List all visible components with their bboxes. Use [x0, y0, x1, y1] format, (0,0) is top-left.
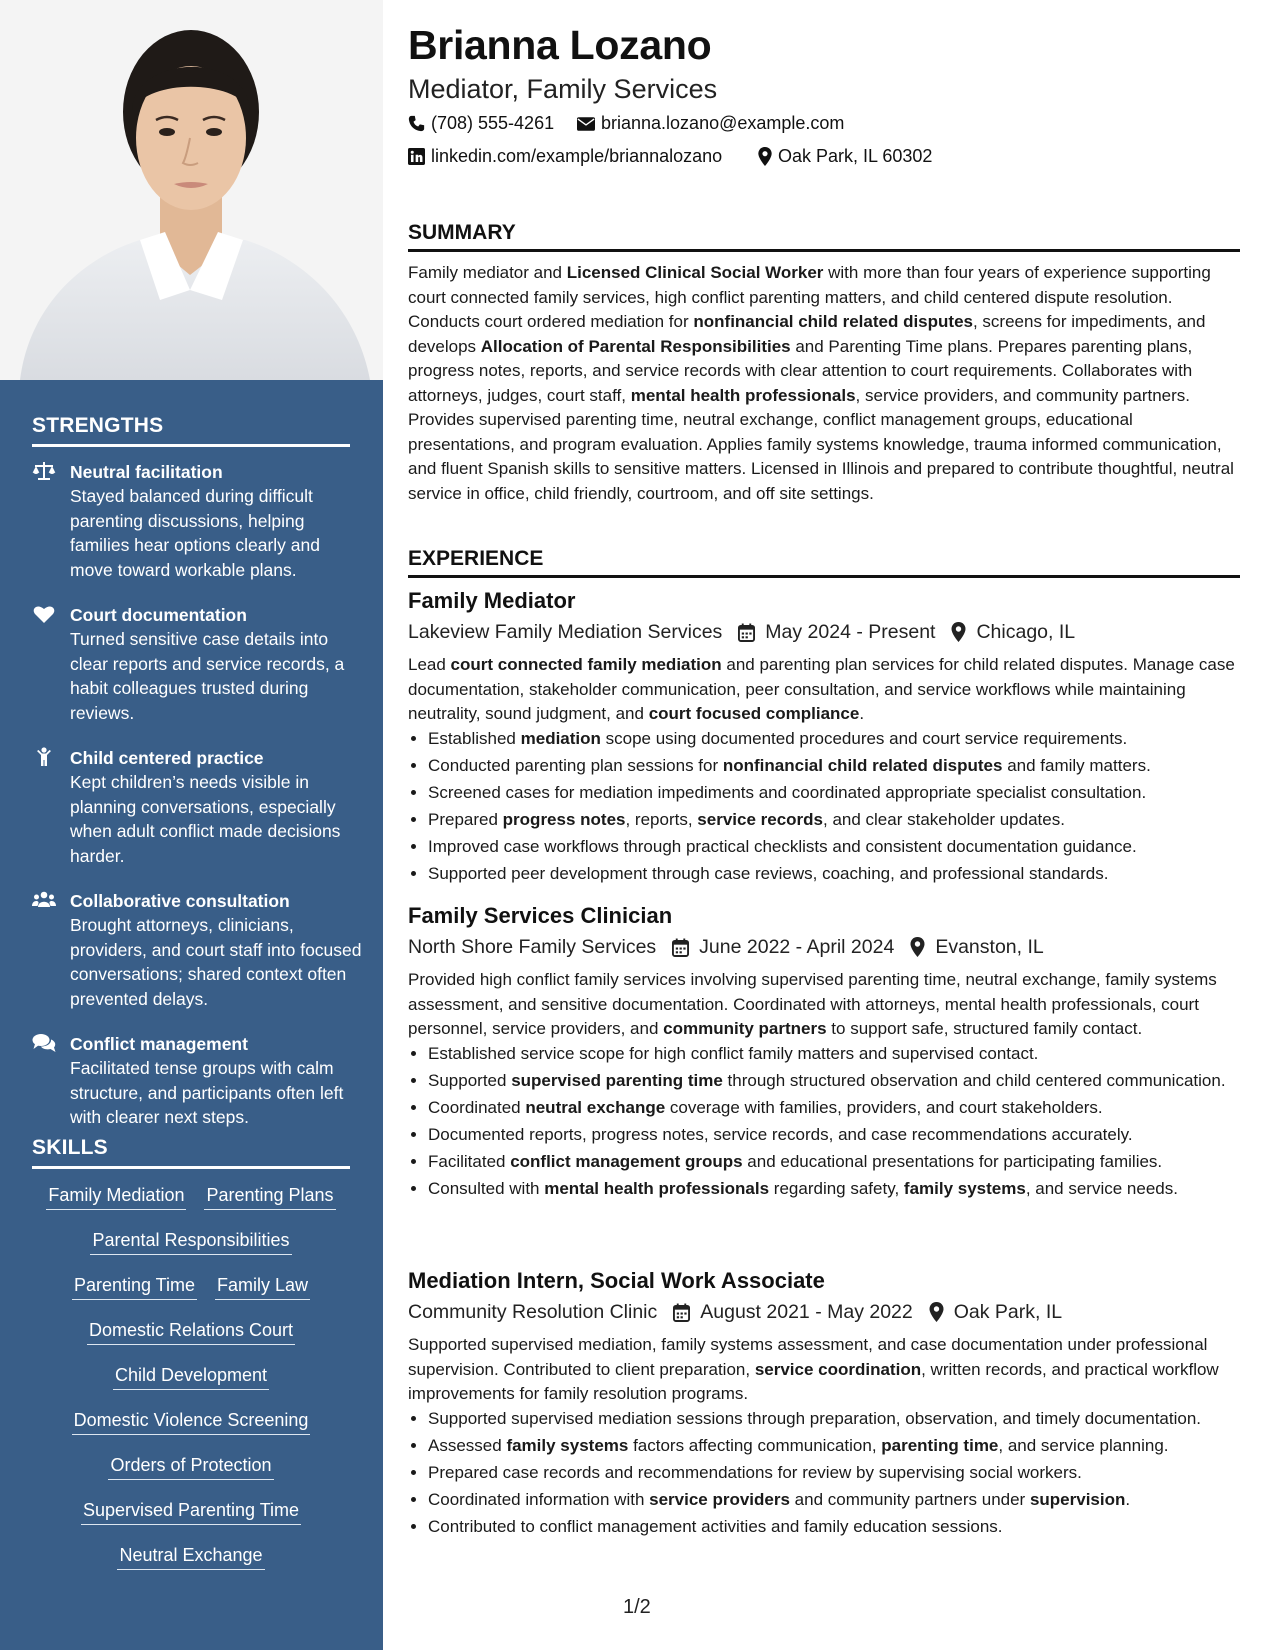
bullet-item: • Assessed family systems factors affecting communication, parenting time, and service planning. [428, 1434, 1244, 1459]
skill-row [32, 1543, 350, 1588]
strength-desc: Stayed balanced during difficult parenting discussions, helping families hear options clearly and move toward workable plans. [70, 486, 320, 580]
bullet-item: • Established mediation scope using documented procedures and court service requirements. [428, 727, 1244, 752]
job-company: Lakeview Family Mediation Services [408, 621, 723, 643]
strength-item [32, 746, 362, 868]
strength-title: Collaborative consultation [70, 891, 290, 911]
job-meta [408, 618, 1244, 646]
skills-heading: SKILLS [32, 1136, 350, 1169]
strength-desc: Kept children’s needs visible in planning conversations, especially when adult conflict made decisions harder. [70, 772, 341, 866]
job-dates: August 2021 - May 2022 [700, 1301, 913, 1323]
job-dates: June 2022 - April 2024 [699, 936, 895, 958]
job-description: Supported supervised mediation, family systems assessment, and case documentation under professional supervision. Contributed to client preparation, service coordination, written records, and practical workflow improvements for family resolution programs. [408, 1335, 1219, 1403]
job-dates: May 2024 - Present [765, 621, 936, 643]
skill-row [32, 1273, 350, 1318]
job-entry [408, 587, 1244, 889]
skill-tag: Orders of Protection [108, 1453, 273, 1480]
job-location: Evanston, IL [935, 936, 1044, 958]
location-pin-icon [929, 1302, 944, 1322]
profile-photo [0, 0, 383, 380]
strengths-list [32, 460, 362, 1151]
emphasis-text: parenting time [881, 1435, 999, 1455]
strength-title: Neutral facilitation [70, 462, 223, 482]
emphasis-text: supervision [1029, 1489, 1126, 1509]
strength-title: Child centered practice [70, 748, 264, 768]
job-location: Chicago, IL [976, 621, 1076, 643]
skill-row [32, 1318, 350, 1363]
emphasis-text: mediation [520, 728, 601, 748]
bullet-item: • Coordinated neutral exchange coverage with families, providers, and court stakeholders. [428, 1096, 1244, 1121]
job-bullets [408, 1042, 1244, 1202]
skill-row [32, 1408, 350, 1453]
emphasis-text: neutral exchange [525, 1097, 666, 1117]
skill-tag: Domestic Violence Screening [72, 1408, 311, 1435]
skill-row [32, 1498, 350, 1543]
job-location: Oak Park, IL [953, 1301, 1063, 1323]
calendar-icon [673, 1303, 690, 1322]
bullet-item: • Facilitated conflict management groups and educational presentations for participating families. [428, 1150, 1244, 1175]
skill-tag: Domestic Relations Court [87, 1318, 295, 1345]
skill-row [32, 1228, 350, 1273]
job-bullets [408, 727, 1244, 887]
phone-text: (708) 555-4261 [431, 113, 555, 133]
skill-tag: Neutral Exchange [117, 1543, 264, 1570]
calendar-icon [672, 938, 689, 957]
linkedin-icon [408, 148, 425, 165]
emphasis-text: court focused compliance [648, 704, 860, 723]
skill-tag: Supervised Parenting Time [81, 1498, 301, 1525]
contact-phone[interactable] [408, 113, 554, 134]
scale-icon [32, 461, 56, 481]
skill-row [32, 1363, 350, 1408]
strength-item [32, 1032, 362, 1130]
emphasis-text: nonfinancial child related disputes [722, 755, 1003, 775]
strength-title: Conflict management [70, 1034, 248, 1054]
linkedin-text: linkedin.com/example/briannalozano [431, 146, 723, 166]
job-company: North Shore Family Services [408, 936, 657, 958]
job-entry [408, 902, 1244, 1204]
skill-tag: Parenting Plans [204, 1183, 335, 1210]
skill-tag: Parenting Time [72, 1273, 197, 1300]
emphasis-text: community partners [663, 1019, 827, 1038]
phone-icon [408, 115, 425, 132]
heart-icon [32, 604, 56, 624]
emphasis-text: service coordination [754, 1359, 922, 1379]
job-meta [408, 933, 1244, 961]
calendar-icon [738, 623, 755, 642]
skill-row [32, 1183, 350, 1228]
job-bullets [408, 1407, 1244, 1540]
summary-text: Family mediator and Licensed Clinical Social Worker with more than four years of experience supporting court connected family services, high conflict parenting matters, and child centered dispute resolution. Conducts court ordered mediation for nonfinancial child related disputes, screens for impediments, and develops Allocation of Parental Responsibilities and Parenting Time plans. Prepares parenting plans, progress notes, reports, and service records with clear attention to court requirements. Collaborates with attorneys, judges, court staff, mental health professionals, service providers, and community partners. Provides supervised parenting time, neutral exchange, conflict management groups, educational presentations, and program evaluation. Applies family systems knowledge, trauma informed communication, and fluent Spanish skills to sensitive matters. Licensed in Illinois and prepared to contribute thoughtful, neutral service in office, child friendly, courtroom, and off site settings. [408, 263, 1234, 503]
bullet-item: • Conducted parenting plan sessions for nonfinancial child related disputes and family matters. [428, 754, 1244, 779]
location-text: Oak Park, IL 60302 [778, 146, 933, 166]
emphasis-text: family systems [506, 1435, 629, 1455]
job-description: Provided high conflict family services involving supervised parenting time, neutral exchange, family systems assessment, and sensitive documentation. Coordinated with attorneys, mental health professionals, court personnel, service providers, and community partners to support safe, structured family contact. [408, 970, 1217, 1038]
location-pin-icon [758, 147, 772, 166]
job-title: Family Mediator [408, 588, 576, 613]
emphasis-text: family systems [903, 1178, 1026, 1198]
bullet-item: • Prepared case records and recommendations for review by supervising social workers. [428, 1461, 1244, 1486]
page-number: 1/2 [623, 1596, 651, 1618]
email-text: brianna.lozano@example.com [601, 113, 845, 133]
child-icon [32, 747, 56, 767]
emphasis-text: service providers [649, 1489, 790, 1509]
envelope-icon [577, 117, 595, 131]
emphasis-text: court connected family mediation [450, 655, 722, 674]
emphasis-text: progress notes [502, 809, 626, 829]
strength-desc: Facilitated tense groups with calm structure, and participants often left with clearer next steps. [70, 1058, 344, 1127]
location-pin-icon [910, 937, 925, 957]
strength-desc: Brought attorneys, clinicians, providers, and court staff into focused conversations; shared context often prevented delays. [70, 915, 362, 1009]
sidebar [0, 0, 383, 1650]
skill-tag: Parental Responsibilities [90, 1228, 291, 1255]
job-meta [408, 1298, 1244, 1326]
contact-linkedin[interactable] [408, 146, 722, 167]
bullet-item: • Contributed to conflict management activities and family education sessions. [428, 1515, 1244, 1540]
bullet-item: • Documented reports, progress notes, service records, and case recommendations accurately. [428, 1123, 1244, 1148]
experience-heading: EXPERIENCE [408, 547, 1240, 578]
bullet-item: • Supported peer development through case reviews, coaching, and professional standards. [428, 862, 1244, 887]
strengths-heading: STRENGTHS [32, 414, 350, 447]
bullet-item: • Supported supervised mediation sessions through preparation, observation, and timely documentation. [428, 1407, 1244, 1432]
strength-desc: Turned sensitive case details into clear reports and service records, a habit colleagues trusted during reviews. [70, 629, 345, 723]
strength-item [32, 889, 362, 1011]
skills-list [32, 1183, 350, 1588]
job-description: Lead court connected family mediation and parenting plan services for child related disputes. Manage case documentation, stakeholder communication, peer consultation, and service workflows while maintaining neutrality, sound judgment, and court focused compliance. [408, 655, 1235, 723]
strength-item [32, 603, 362, 725]
skill-tag: Family Mediation [46, 1183, 186, 1210]
bullet-item: • Supported supervised parenting time through structured observation and child centered communication. [428, 1069, 1244, 1094]
contact-email[interactable] [577, 113, 844, 134]
summary-heading: SUMMARY [408, 221, 1240, 252]
bullet-item: • Screened cases for mediation impediments and coordinated appropriate specialist consultation. [428, 781, 1244, 806]
skill-tag: Child Development [113, 1363, 269, 1390]
job-company: Community Resolution Clinic [408, 1301, 658, 1323]
strength-title: Court documentation [70, 605, 247, 625]
comments-icon [32, 1033, 56, 1053]
emphasis-text: Allocation of Parental Responsibilities [480, 336, 791, 356]
emphasis-text: mental health professionals [544, 1178, 770, 1198]
strength-item [32, 460, 362, 582]
job-title: Mediation Intern, Social Work Associate [408, 1268, 825, 1293]
emphasis-text: service records [697, 809, 823, 829]
skill-row [32, 1453, 350, 1498]
contact-location [758, 146, 932, 167]
emphasis-text: Licensed Clinical Social Worker [566, 263, 824, 282]
job-title: Family Services Clinician [408, 903, 673, 928]
emphasis-text: nonfinancial child related disputes [693, 312, 973, 331]
bullet-item: • Improved case workflows through practical checklists and consistent documentation guidance. [428, 835, 1244, 860]
skill-tag: Family Law [215, 1273, 310, 1300]
bullet-item: • Established service scope for high conflict family matters and supervised contact. [428, 1042, 1244, 1067]
users-icon [32, 890, 56, 910]
candidate-name: Brianna Lozano [408, 22, 712, 68]
job-entry [408, 1267, 1244, 1542]
candidate-title: Mediator, Family Services [408, 74, 718, 104]
emphasis-text: conflict management groups [510, 1151, 743, 1171]
emphasis-text: mental health professionals [630, 385, 856, 405]
emphasis-text: supervised parenting time [511, 1070, 723, 1090]
bullet-item: • Prepared progress notes, reports, service records, and clear stakeholder updates. [428, 808, 1244, 833]
bullet-item: • Consulted with mental health professionals regarding safety, family systems, and service needs. [428, 1177, 1244, 1202]
location-pin-icon [951, 622, 966, 642]
bullet-item: • Coordinated information with service providers and community partners under supervision. [428, 1488, 1244, 1513]
